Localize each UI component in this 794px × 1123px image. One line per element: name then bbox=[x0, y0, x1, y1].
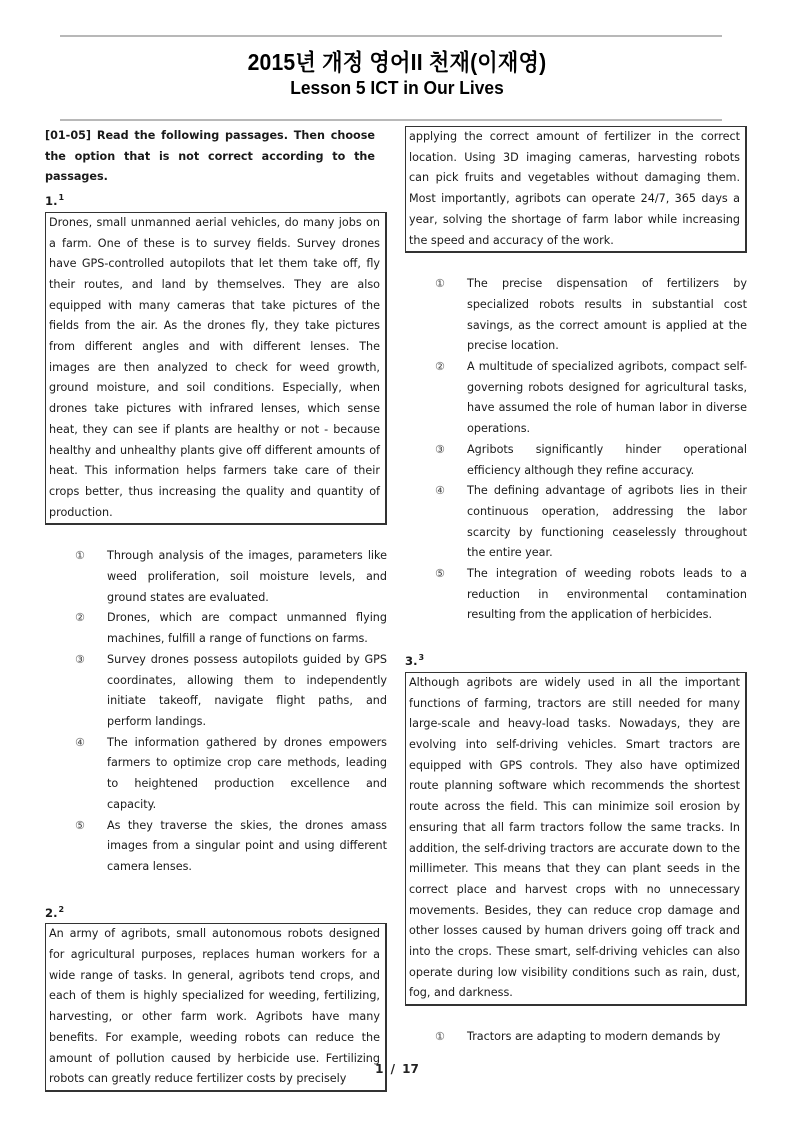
option-marker: ① bbox=[435, 1030, 445, 1044]
option-1[interactable]: ① Through analysis of the images, parameters like weed proliferation, soil moisture levels, and ground states are evaluated. bbox=[45, 546, 387, 608]
option-marker: ② bbox=[75, 611, 85, 625]
document-title: 2015년 개정 영어II 천재(이재영) bbox=[247, 49, 547, 75]
option-3[interactable]: ③ Agribots significantly hinder operational efficiency although they refine accuracy. bbox=[405, 440, 747, 481]
option-marker: ② bbox=[435, 360, 445, 374]
page-number: 1 / 17 bbox=[375, 1062, 419, 1076]
option-marker: ① bbox=[435, 277, 445, 291]
option-marker: ⑤ bbox=[435, 567, 445, 581]
question-number: 1.$^1$ bbox=[45, 193, 65, 209]
option-1[interactable]: ① The precise dispensation of fertilizers by specialized robots results in substantial cost savings, as the correct amount is applied at the precise location. bbox=[405, 274, 747, 357]
question-number: 2.$^2$ bbox=[45, 904, 65, 920]
passage-box-part2: applying the correct amount of fertilizer in the correct location. Using 3D imaging cameras, harvesting robots can pick fruits and vegetables without damaging them. Most importantly, agribots can operate 24/7, 365 days a year, solving the shortage of farm labor while increasing the speed and accuracy of the work. bbox=[405, 126, 747, 253]
header-top-rule bbox=[60, 35, 722, 37]
question-1 bbox=[45, 188, 387, 878]
option-marker: ③ bbox=[75, 652, 85, 666]
option-2[interactable]: ② Drones, which are compact unmanned flying machines, fulfill a range of functions on farms. bbox=[45, 608, 387, 649]
lesson-subtitle: Lesson 5 ICT in Our Lives bbox=[290, 77, 504, 98]
option-4[interactable]: ④ The defining advantage of agribots lies in their continuous operation, addressing the labor scarcity by functioning ceaselessly throughout the entire year. bbox=[405, 481, 747, 564]
option-1[interactable]: ① Tractors are adapting to modern demands by bbox=[405, 1027, 747, 1048]
passage-box-part1: An army of agribots, small autonomous robots designed for agricultural purposes, replaces human workers for a wide range of tasks. In general, agribots tend crops, and each of them is highly specialized for weeding, fertilizing, harvesting, or other farm work. Agribots have many benefits. For example, weeding robots can reduce the amount of pollution caused by herbicide use. Fertilizing robots can greatly reduce fertilizer costs by precisely bbox=[45, 923, 387, 1092]
question-number: 3.$^3$ bbox=[405, 653, 425, 669]
left-column bbox=[45, 126, 387, 1092]
option-marker: ③ bbox=[435, 442, 445, 456]
footnote-ref: 1 bbox=[58, 193, 65, 203]
option-5[interactable]: ⑤ As they traverse the skies, the drones amass images from a singular point and using different camera lenses. bbox=[45, 816, 387, 878]
passage-box: Drones, small unmanned aerial vehicles, do many jobs on a farm. One of these is to survey fields. Survey drones have GPS-controlled autopilots that let them take off, fly their routes, and land by themselves. They are also equipped with many cameras that take pictures of the fields from the air. As the drones fly, they take pictures from different angles and with different lenses. The images are then analyzed to check for weed growth, ground moisture, and soil conditions. Especially, when drones take pictures with infrared lenses, which sense heat, they can see if plants are healthy or not - because healthy and unhealthy plants give off different amounts of heat. This information helps farmers take care of their crops better, thus increasing the quality and quantity of production. bbox=[45, 212, 387, 526]
option-marker: ④ bbox=[75, 735, 85, 749]
option-marker: ④ bbox=[435, 484, 445, 498]
footnote-ref: 3 bbox=[418, 653, 425, 663]
right-column bbox=[405, 126, 747, 1048]
option-5[interactable]: ⑤ The integration of weeding robots leads to a reduction in environmental contamination resulting from the application of herbicides. bbox=[405, 564, 747, 626]
question-3 bbox=[405, 648, 747, 1048]
answer-options bbox=[405, 274, 747, 626]
option-marker: ⑤ bbox=[75, 818, 85, 832]
footnote-ref: 2 bbox=[58, 904, 65, 914]
header-bottom-rule bbox=[60, 119, 722, 121]
option-4[interactable]: ④ The information gathered by drones empowers farmers to optimize crop care methods, leading to heightened production excellence and capacity. bbox=[45, 733, 387, 816]
option-marker: ① bbox=[75, 549, 85, 563]
answer-options bbox=[405, 1027, 747, 1048]
answer-options bbox=[45, 546, 387, 877]
option-3[interactable]: ③ Survey drones possess autopilots guided by GPS coordinates, allowing them to independently initiate takeoff, navigate flight paths, and perform landings. bbox=[45, 650, 387, 733]
option-2[interactable]: ② A multitude of specialized agribots, compact self-governing robots designed for agricultural tasks, have assumed the role of human labor in diverse operations. bbox=[405, 357, 747, 440]
passage-box: Although agribots are widely used in all the important functions of farming, tractors are still needed for many large-scale and heavy-load tasks. Nowadays, they are evolving into self-driving vehicles. Smart tractors are equipped with GPS controls. They also have optimized route planning software which recommends the shortest route across the field. This can minimize soil erosion by ensuring that all farm tractors follow the same tracks. In addition, the self-driving tractors are accurate down to the millimeter. This means that they can plant seeds in the correct place and harvest crops with no unnecessary movements. Besides, they can reduce crop damage and other losses caused by human drivers going off track and into the crops. These smart, self-driving vehicles can also operate during low visibility conditions such as rain, dust, fog, and darkness. bbox=[405, 672, 747, 1006]
question-2-continued bbox=[405, 126, 747, 626]
instructions: [01-05] Read the following passages. Then choose the option that is not correct according to the passages. bbox=[45, 129, 375, 184]
